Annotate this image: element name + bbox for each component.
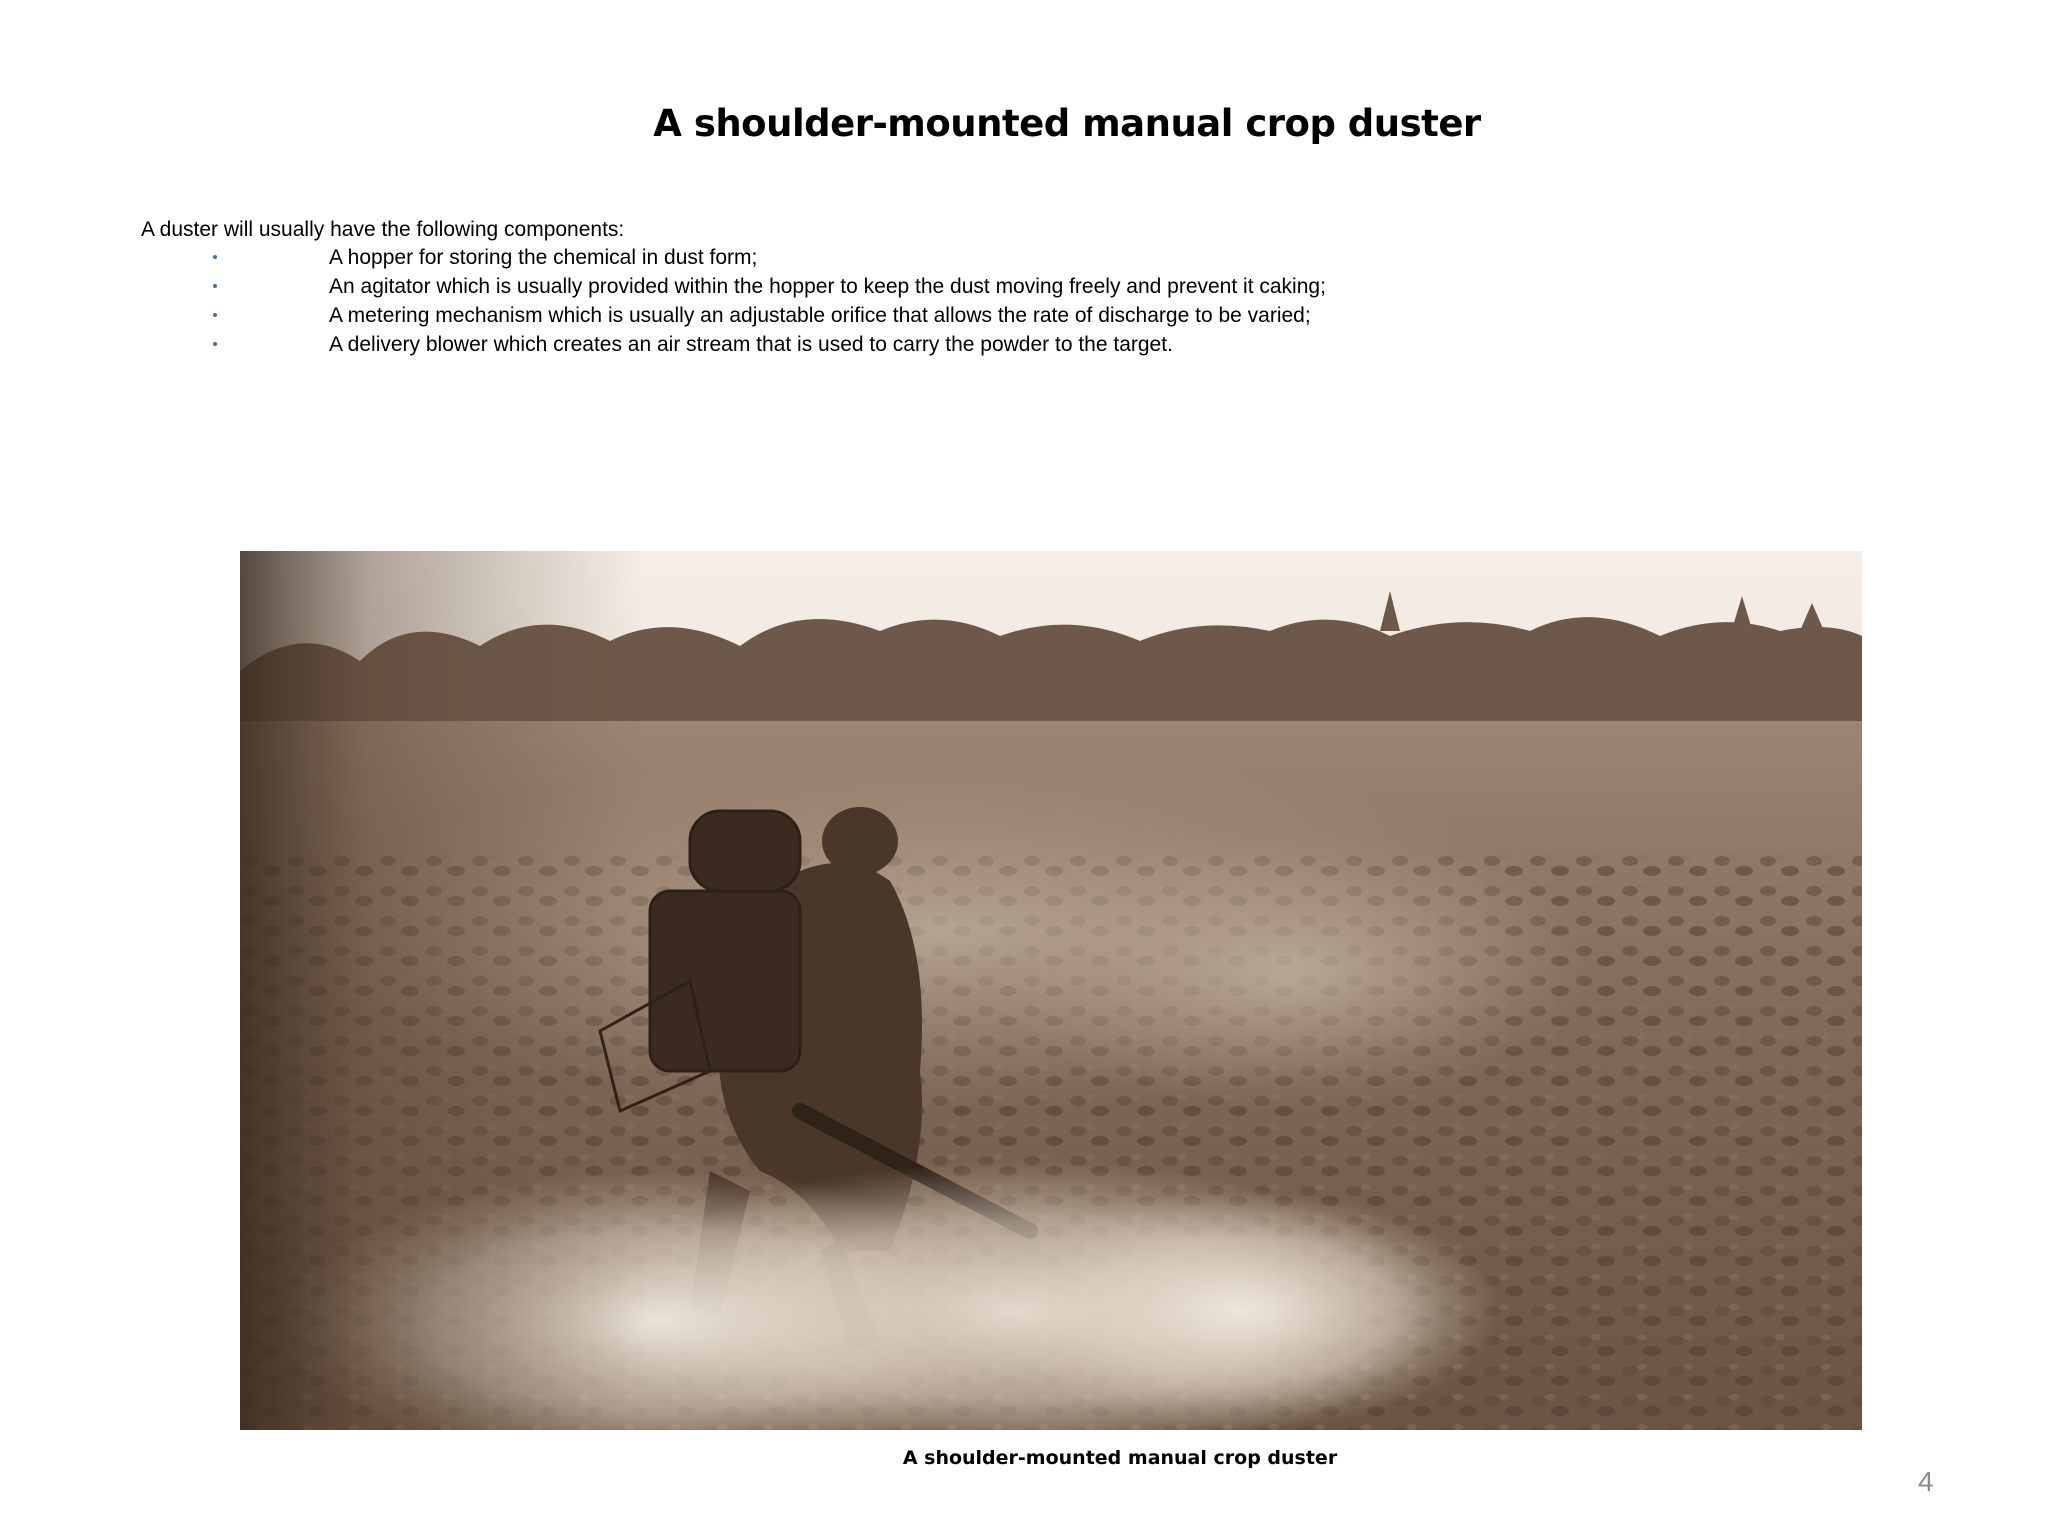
list-item-text: An agitator which is usually provided within the hopper to keep the dust moving freely and prevent it caking; [329, 275, 1326, 298]
bullet-icon [213, 255, 217, 259]
list-item-text: A hopper for storing the chemical in dust form; [329, 246, 758, 269]
crop-duster-photo [240, 551, 1862, 1430]
list-item-text: A metering mechanism which is usually an adjustable orifice that allows the rate of discharge to be varied; [329, 304, 1311, 327]
photo-caption: A shoulder-mounted manual crop duster [902, 1447, 1338, 1469]
slide-title: A shoulder-mounted manual crop duster [653, 102, 1481, 145]
bullet-icon [213, 342, 217, 346]
bullet-icon [213, 284, 217, 288]
page-number: 4 [1918, 1466, 1934, 1497]
bullet-icon [213, 313, 217, 317]
list-item-text: A delivery blower which creates an air stream that is used to carry the powder to the target. [329, 333, 1173, 356]
intro-text: A duster will usually have the following components: [141, 218, 625, 241]
